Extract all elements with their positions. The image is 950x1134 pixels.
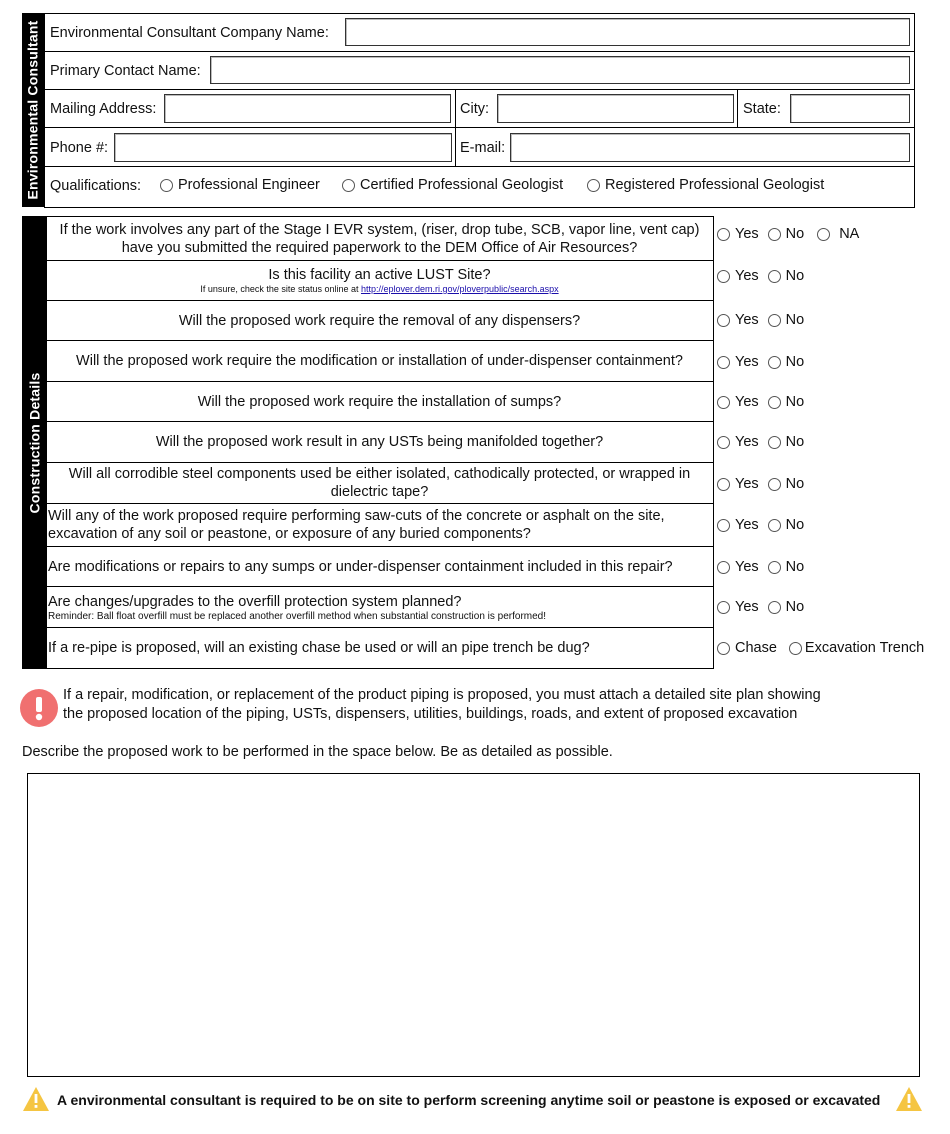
- radio-button[interactable]: [789, 642, 802, 655]
- answers-overfill-protection: [717, 599, 804, 615]
- radio-button[interactable]: [717, 314, 730, 327]
- answer-no[interactable]: No: [768, 312, 805, 328]
- answer-no[interactable]: No: [768, 268, 805, 284]
- consultant-required-warning: A environmental consultant is required to be on site to perform screening anytime soil or peastone is exposed or excavated: [57, 1092, 881, 1108]
- mailing-address-input[interactable]: [164, 94, 451, 123]
- radio-button[interactable]: [768, 478, 781, 491]
- radio-button[interactable]: [587, 179, 600, 192]
- describe-work-prompt: Describe the proposed work to be performed in the space below. Be as detailed as possible.: [22, 744, 613, 760]
- radio-button[interactable]: [768, 519, 781, 532]
- radio-button[interactable]: [768, 270, 781, 283]
- construction-details-sidebar: [22, 216, 46, 669]
- radio-button[interactable]: [717, 478, 730, 491]
- question-under-dispenser-containment: Will the proposed work require the modification or installation of under-dispenser containment?: [76, 353, 683, 369]
- answers-corrodible-steel: [717, 476, 804, 492]
- qualification-option-rpg[interactable]: Registered Professional Geologist: [587, 177, 824, 193]
- radio-button[interactable]: [768, 601, 781, 614]
- radio-button[interactable]: [717, 642, 730, 655]
- qualification-option-pe[interactable]: Professional Engineer: [160, 177, 320, 193]
- answer-yes[interactable]: Yes: [717, 226, 759, 242]
- answer-yes[interactable]: Yes: [717, 559, 759, 575]
- radio-button[interactable]: [717, 228, 730, 241]
- qualifications-label: Qualifications:: [50, 178, 142, 194]
- question-sumps-installation: Will the proposed work require the installation of sumps?: [197, 393, 562, 410]
- exclamation-icon: [20, 689, 58, 727]
- state-label: State:: [743, 101, 781, 117]
- radio-button[interactable]: [717, 356, 730, 369]
- answer-no[interactable]: No: [768, 354, 805, 370]
- answer-yes[interactable]: Yes: [717, 354, 759, 370]
- question-sump-repairs: Are modifications or repairs to any sumps or under-dispenser containment included in this repair?: [48, 558, 673, 575]
- answers-sump-repairs: [717, 559, 804, 575]
- company-name-input[interactable]: [345, 18, 910, 46]
- radio-button[interactable]: [717, 601, 730, 614]
- question-overfill-protection: Are changes/upgrades to the overfill protection system planned? Reminder: Ball float overfill must be replaced another overfill method when substantial construction is performed!: [48, 593, 547, 622]
- answer-yes[interactable]: Yes: [717, 434, 759, 450]
- environmental-consultant-sidebar: [22, 13, 44, 207]
- answer-chase[interactable]: Chase: [717, 640, 777, 656]
- answer-yes[interactable]: Yes: [717, 312, 759, 328]
- question-saw-cuts-excavation: Will any of the work proposed require performing saw-cuts of the concrete or asphalt on the site, excavation of any soil or peastone, or exposure of any buried components?: [48, 508, 665, 542]
- answers-usts-manifolded: [717, 434, 804, 450]
- answer-yes[interactable]: Yes: [717, 517, 759, 533]
- radio-button[interactable]: [768, 356, 781, 369]
- section-title-construction-details: Construction Details: [26, 372, 42, 513]
- answer-na[interactable]: NA: [817, 226, 859, 242]
- answers-sumps-installation: [717, 394, 804, 410]
- answer-yes[interactable]: Yes: [717, 476, 759, 492]
- email-input[interactable]: [510, 133, 910, 162]
- answer-yes[interactable]: Yes: [717, 268, 759, 284]
- radio-button[interactable]: [768, 396, 781, 409]
- city-input[interactable]: [497, 94, 734, 123]
- answer-no[interactable]: No: [768, 476, 805, 492]
- radio-button[interactable]: [717, 436, 730, 449]
- mailing-address-label: Mailing Address:: [50, 101, 157, 117]
- state-input[interactable]: [790, 94, 910, 123]
- radio-button[interactable]: [717, 270, 730, 283]
- section-title-environmental-consultant: Environmental Consultant: [25, 20, 42, 200]
- answer-yes[interactable]: Yes: [717, 394, 759, 410]
- answer-no[interactable]: No: [768, 517, 805, 533]
- lust-site-link[interactable]: http://eplover.dem.ri.gov/ploverpublic/search.aspx: [360, 284, 559, 294]
- question-repipe-method: If a re-pipe is proposed, will an existing chase be used or will an pipe trench be dug?: [48, 640, 590, 656]
- question-corrodible-steel: Will all corrodible steel components used be either isolated, cathodically protected, or wrapped in dielectric tape?: [68, 466, 691, 500]
- answer-no[interactable]: No: [768, 434, 805, 450]
- primary-contact-label: Primary Contact Name:: [50, 63, 201, 79]
- phone-input[interactable]: [114, 133, 452, 162]
- piping-site-plan-notice: If a repair, modification, or replacement of the product piping is proposed, you must attach a detailed site plan showing the proposed location of the piping, USTs, dispensers, utilities, buildings, roads, and extent of proposed excavation: [63, 687, 821, 722]
- question-evr-paperwork: If the work involves any part of the Stage I EVR system, (riser, drop tube, SCB, vapor line, vent cap) have you submitted the required paperwork to the DEM Office of Air Resources?: [59, 221, 700, 256]
- radio-button[interactable]: [817, 228, 830, 241]
- answer-no[interactable]: No: [768, 599, 805, 615]
- city-label: City:: [460, 101, 489, 117]
- qualification-option-cpg[interactable]: Certified Professional Geologist: [342, 177, 563, 193]
- radio-button[interactable]: [768, 228, 781, 241]
- radio-button[interactable]: [717, 519, 730, 532]
- answer-no[interactable]: No: [768, 394, 805, 410]
- radio-button[interactable]: [768, 314, 781, 327]
- radio-button[interactable]: [717, 396, 730, 409]
- answers-lust-site: [717, 268, 804, 284]
- answers-under-dispenser-containment: [717, 354, 804, 370]
- answer-yes[interactable]: Yes: [717, 599, 759, 615]
- company-name-label: Environmental Consultant Company Name:: [50, 25, 329, 41]
- question-lust-site: Is this facility an active LUST Site? If unsure, check the site status online at http://eplover.dem.ri.gov/ploverpublic/search.aspx: [200, 267, 559, 294]
- answers-saw-cuts-excavation: [717, 517, 804, 533]
- answer-no[interactable]: No: [768, 559, 805, 575]
- radio-button[interactable]: [768, 561, 781, 574]
- warning-triangle-icon: [22, 1086, 50, 1117]
- answers-evr-paperwork: [717, 226, 859, 242]
- answers-dispenser-removal: [717, 312, 804, 328]
- radio-button[interactable]: [717, 561, 730, 574]
- phone-label: Phone #:: [50, 140, 109, 156]
- answer-no[interactable]: No: [768, 226, 805, 242]
- question-dispenser-removal: Will the proposed work require the removal of any dispensers?: [178, 312, 581, 329]
- email-label: E-mail:: [460, 140, 506, 156]
- warning-triangle-icon: [895, 1086, 923, 1117]
- primary-contact-input[interactable]: [210, 56, 910, 84]
- answers-repipe-method: [717, 640, 924, 656]
- radio-button[interactable]: [342, 179, 355, 192]
- radio-button[interactable]: [160, 179, 173, 192]
- proposed-work-textarea[interactable]: [27, 773, 920, 1077]
- question-usts-manifolded: Will the proposed work result in any USTs being manifolded together?: [155, 434, 604, 450]
- radio-button[interactable]: [768, 436, 781, 449]
- answer-excavation-trench[interactable]: Excavation Trench: [789, 640, 924, 656]
